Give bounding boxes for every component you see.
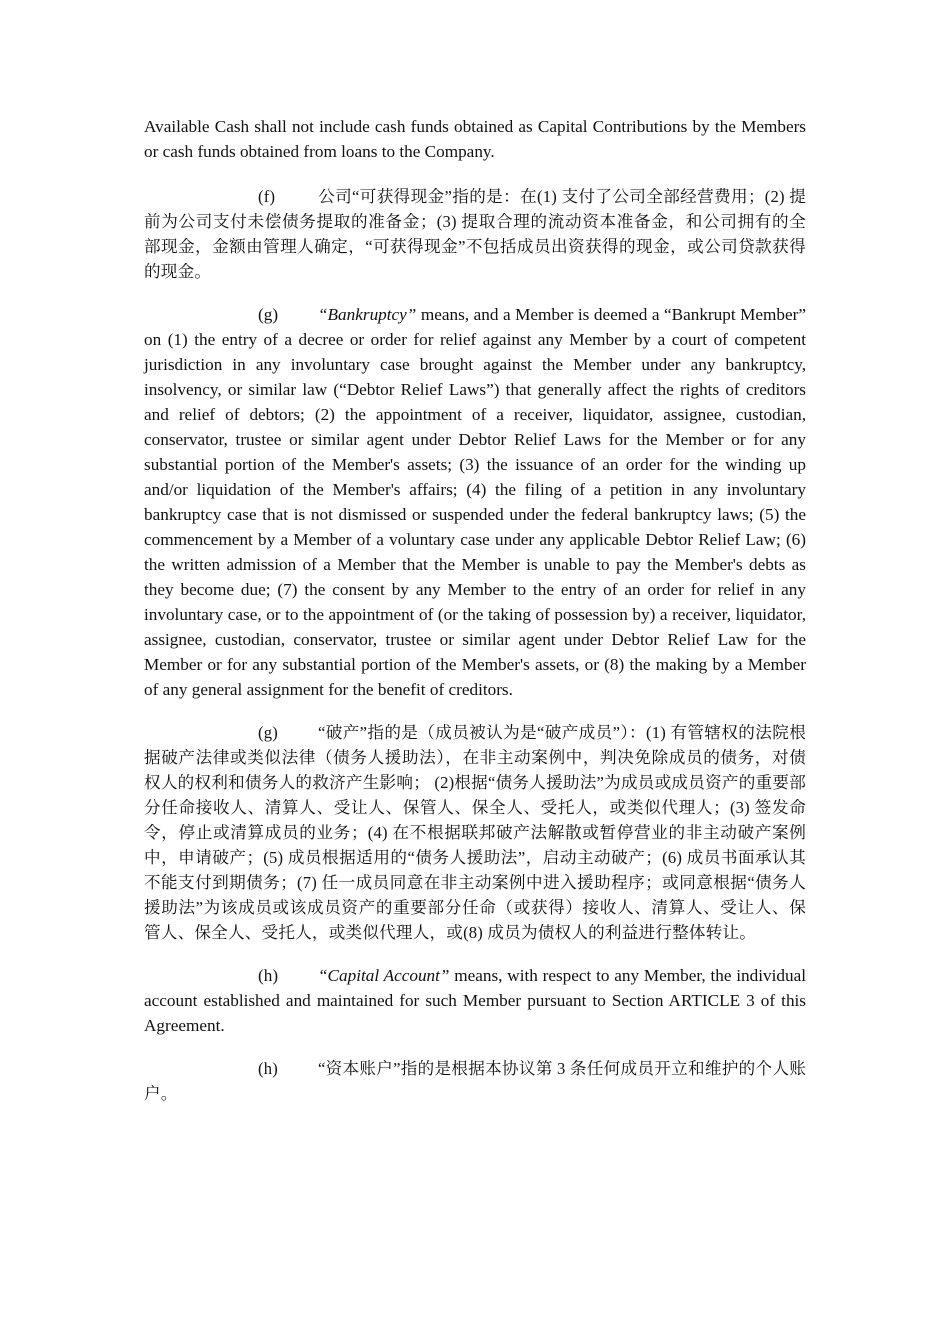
paragraph-text: Available Cash shall not include cash funds obtained as Capital Contributions by the Members or cash funds obtained from loans to the Company. xyxy=(144,117,806,161)
paragraph-label: (f) xyxy=(258,187,276,206)
paragraph-text: “资本账户”指的是根据本协议第 3 条任何成员开立和维护的个人账户。 xyxy=(144,1059,806,1103)
paragraph-label: (g) xyxy=(258,305,279,324)
paragraph-g-english xyxy=(144,302,806,702)
paragraph-text: means, and a Member is deemed a “Bankrupt Member” on (1) the entry of a decree or order for relief against any Member by a court of competent jurisdiction in any involuntary case brought against the Member under any bankruptcy, insolvency, or similar law (“Debtor Relief Laws”) that generally affect the rights of creditors and relief of debtors; (2) the appointment of a receiver, liquidator, assignee, custodian, conservator, trustee or similar agent under Debtor Relief Laws for the Member or for any substantial portion of the Member's assets; (3) the issuance of an order for the winding up and/or liquidation of the Member's affairs; (4) the filing of a petition in any involuntary bankruptcy case that is not dismissed or suspended under the federal bankruptcy laws; (5) the commencement by a Member of a voluntary case under any applicable Debtor Relief Law; (6) the written admission of a Member that the Member is unable to pay the Member's debts as they become due; (7) the consent by any Member to the entry of an order for relief in any involuntary case, or to the appointment of (or the taking of possession by) a receiver, liquidator, assignee, custodian, conservator, trustee or similar agent under Debtor Relief Law for the Member or for any substantial portion of the Member's assets, or (8) the making by a Member of any general assignment for the benefit of creditors. xyxy=(144,305,806,699)
paragraph-label: (g) xyxy=(258,723,278,742)
paragraph-g-chinese xyxy=(144,720,806,945)
paragraph-h-chinese xyxy=(144,1056,806,1106)
defined-term: “Capital Account” xyxy=(318,966,450,985)
defined-term: “Bankruptcy” xyxy=(318,305,417,324)
paragraph-label: (h) xyxy=(258,1059,278,1078)
document-page xyxy=(144,114,806,1124)
paragraph-text: 公司“可获得现金”指的是：在(1) 支付了公司全部经营费用；(2) 提前为公司支付未偿债务提取的准备金；(3) 提取合理的流动资本准备金，和公司拥有的全部现金，金额由管理人确定，“可获得现金”不包括成员出资获得的现金，或公司贷款获得的现金。 xyxy=(144,187,806,281)
paragraph-f-chinese xyxy=(144,184,806,284)
paragraph-label: (h) xyxy=(258,966,279,985)
paragraph-text: “破产”指的是（成员被认为是“破产成员”）：(1) 有管辖权的法院根据破产法律或类似法律（债务人援助法），在非主动案例中，判决免除成员的债务，对债权人的权利和债务人的救济产生影响； (2)根据“债务人援助法”为成员或成员资产的重要部分任命接收人、清算人、受让人、保管人、保全人、受托人，或类似代理人；(3) 签发命令，停止或清算成员的业务；(4) 在不根据联邦破产法解散或暂停营业的非主动破产案例中，申请破产；(5) 成员根据适用的“债务人援助法”，启动主动破产；(6) 成员书面承认其不能支付到期债务；(7) 任一成员同意在非主动案例中进入援助程序；或同意根据“债务人援助法”为该成员或该成员资产的重要部分任命（或获得）接收人、清算人、受让人、保管人、保全人、受托人，或类似代理人，或(8) 成员为债权人的利益进行整体转让。 xyxy=(144,723,806,942)
paragraph-text: means, with respect to any Member, the individual account established and maintained for such Member pursuant to Section ARTICLE 3 of this Agreement. xyxy=(144,966,806,1035)
paragraph-h-english xyxy=(144,963,806,1038)
paragraph-available-cash xyxy=(144,114,806,164)
